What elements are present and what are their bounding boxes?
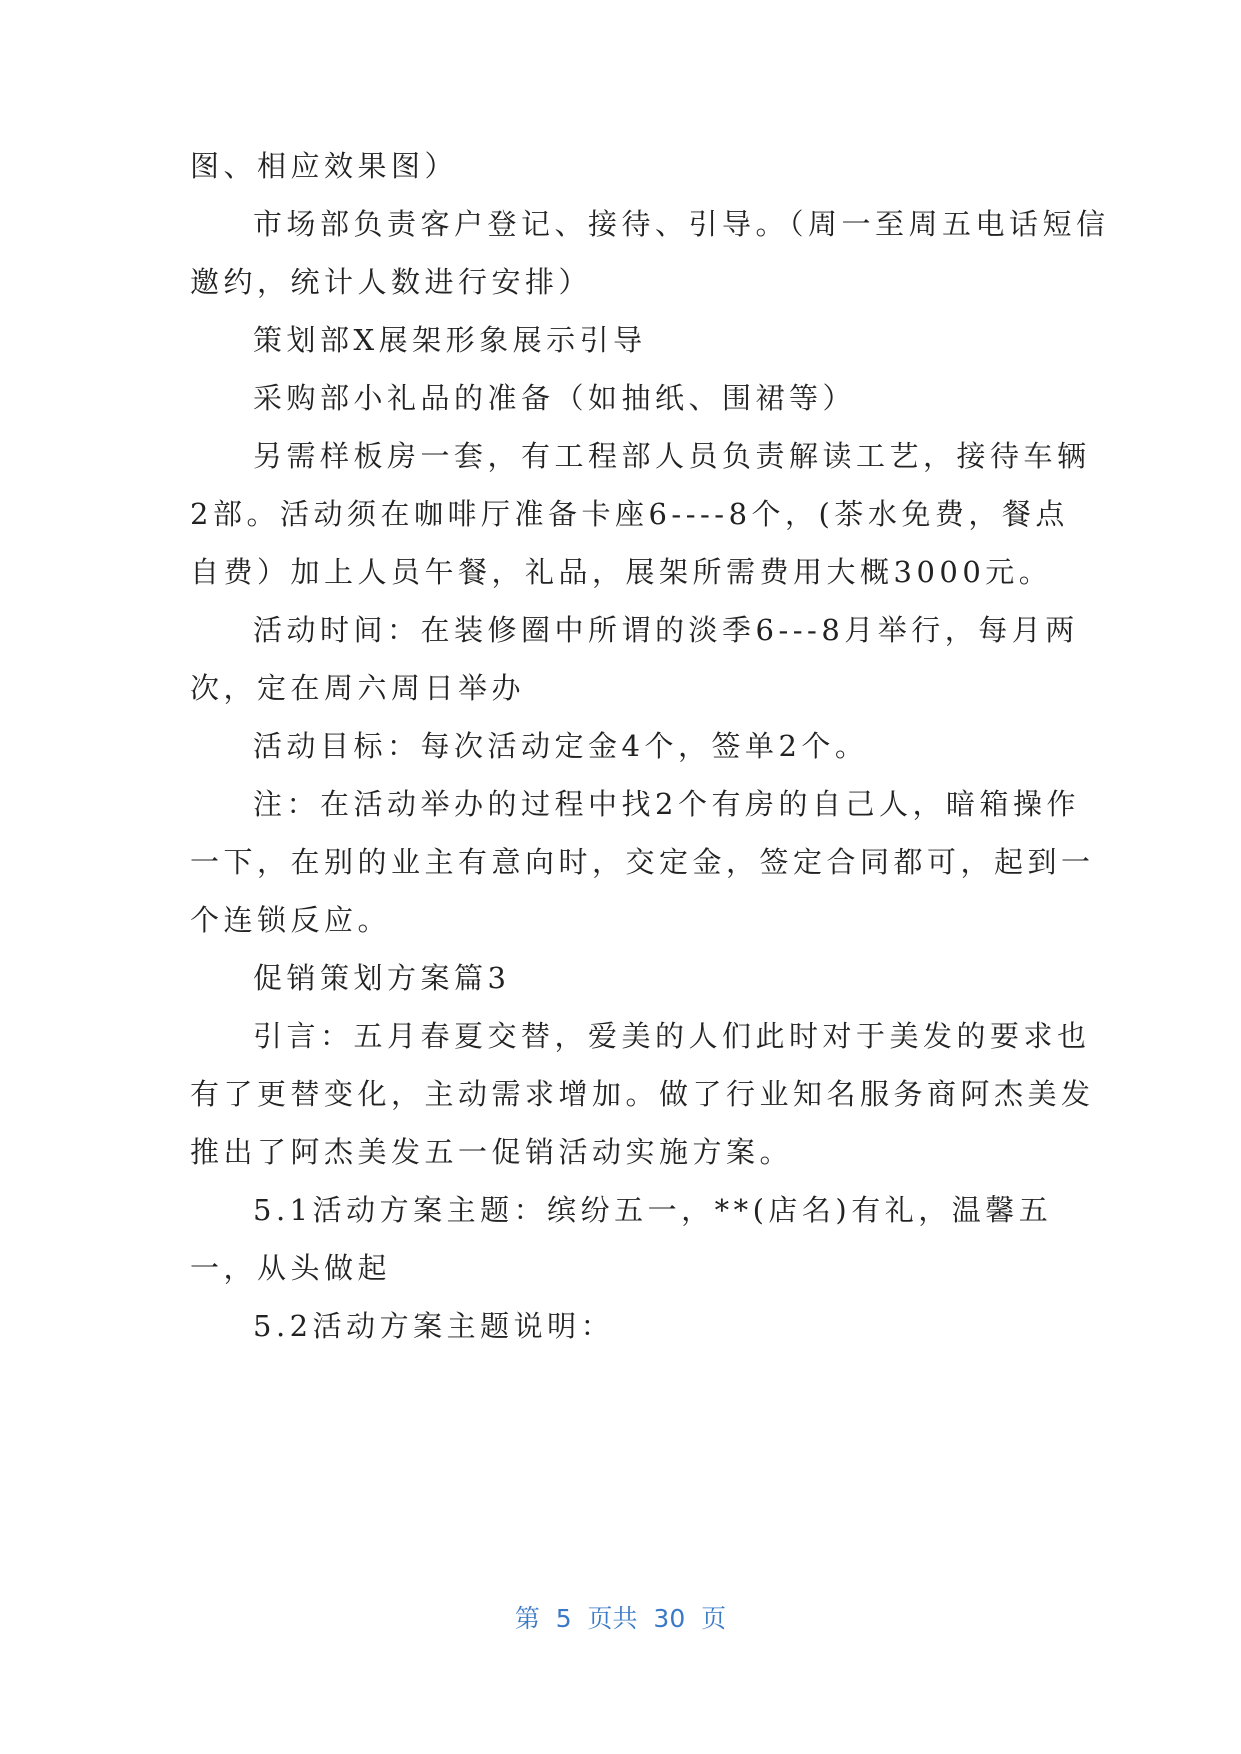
text-line-13: 一下，在别的业主有意向时，交定金，签定合同都可，起到一 <box>190 845 1095 879</box>
text-line-11: 活动目标：每次活动定金4个，签单2个。 <box>253 729 869 763</box>
text-line-5: 采购部小礼品的准备（如抽纸、围裙等） <box>253 381 857 415</box>
text-line-17: 有了更替变化，主动需求增加。做了行业知名服务商阿杰美发 <box>190 1077 1095 1111</box>
text-line-9: 活动时间：在装修圈中所谓的淡季6---8月举行，每月两 <box>253 613 1079 647</box>
text-line-19: 5.1活动方案主题：缤纷五一，**(店名)有礼，温馨五 <box>253 1193 1053 1227</box>
text-line-16: 引言：五月春夏交替，爱美的人们此时对于美发的要求也 <box>253 1019 1091 1053</box>
text-line-10: 次，定在周六周日举办 <box>190 671 526 705</box>
text-line-3: 邀约，统计人数进行安排） <box>190 265 593 299</box>
page-number-footer: 第 5 页共 30 页 <box>514 1604 727 1633</box>
text-line-20: 一，从头做起 <box>190 1251 392 1285</box>
text-line-8: 自费）加上人员午餐，礼品，展架所需费用大概3000元。 <box>190 555 1053 589</box>
section-heading: 促销策划方案篇3 <box>253 961 511 995</box>
text-line-2: 市场部负责客户登记、接待、引导。（周一至周五电话短信 <box>253 207 1110 241</box>
text-line-1: 图、相应效果图） <box>190 149 459 183</box>
text-line-18: 推出了阿杰美发五一促销活动实施方案。 <box>190 1135 794 1169</box>
text-line-7: 2部。活动须在咖啡厅准备卡座6----8个，(茶水免费，餐点 <box>190 497 1069 531</box>
text-line-6: 另需样板房一套，有工程部人员负责解读工艺，接待车辆 <box>253 439 1091 473</box>
text-line-14: 个连锁反应。 <box>190 903 392 937</box>
text-line-21: 5.2活动方案主题说明： <box>253 1309 615 1343</box>
text-line-12: 注：在活动举办的过程中找2个有房的自己人，暗箱操作 <box>253 787 1080 821</box>
text-line-4: 策划部X展架形象展示引导 <box>253 323 647 357</box>
